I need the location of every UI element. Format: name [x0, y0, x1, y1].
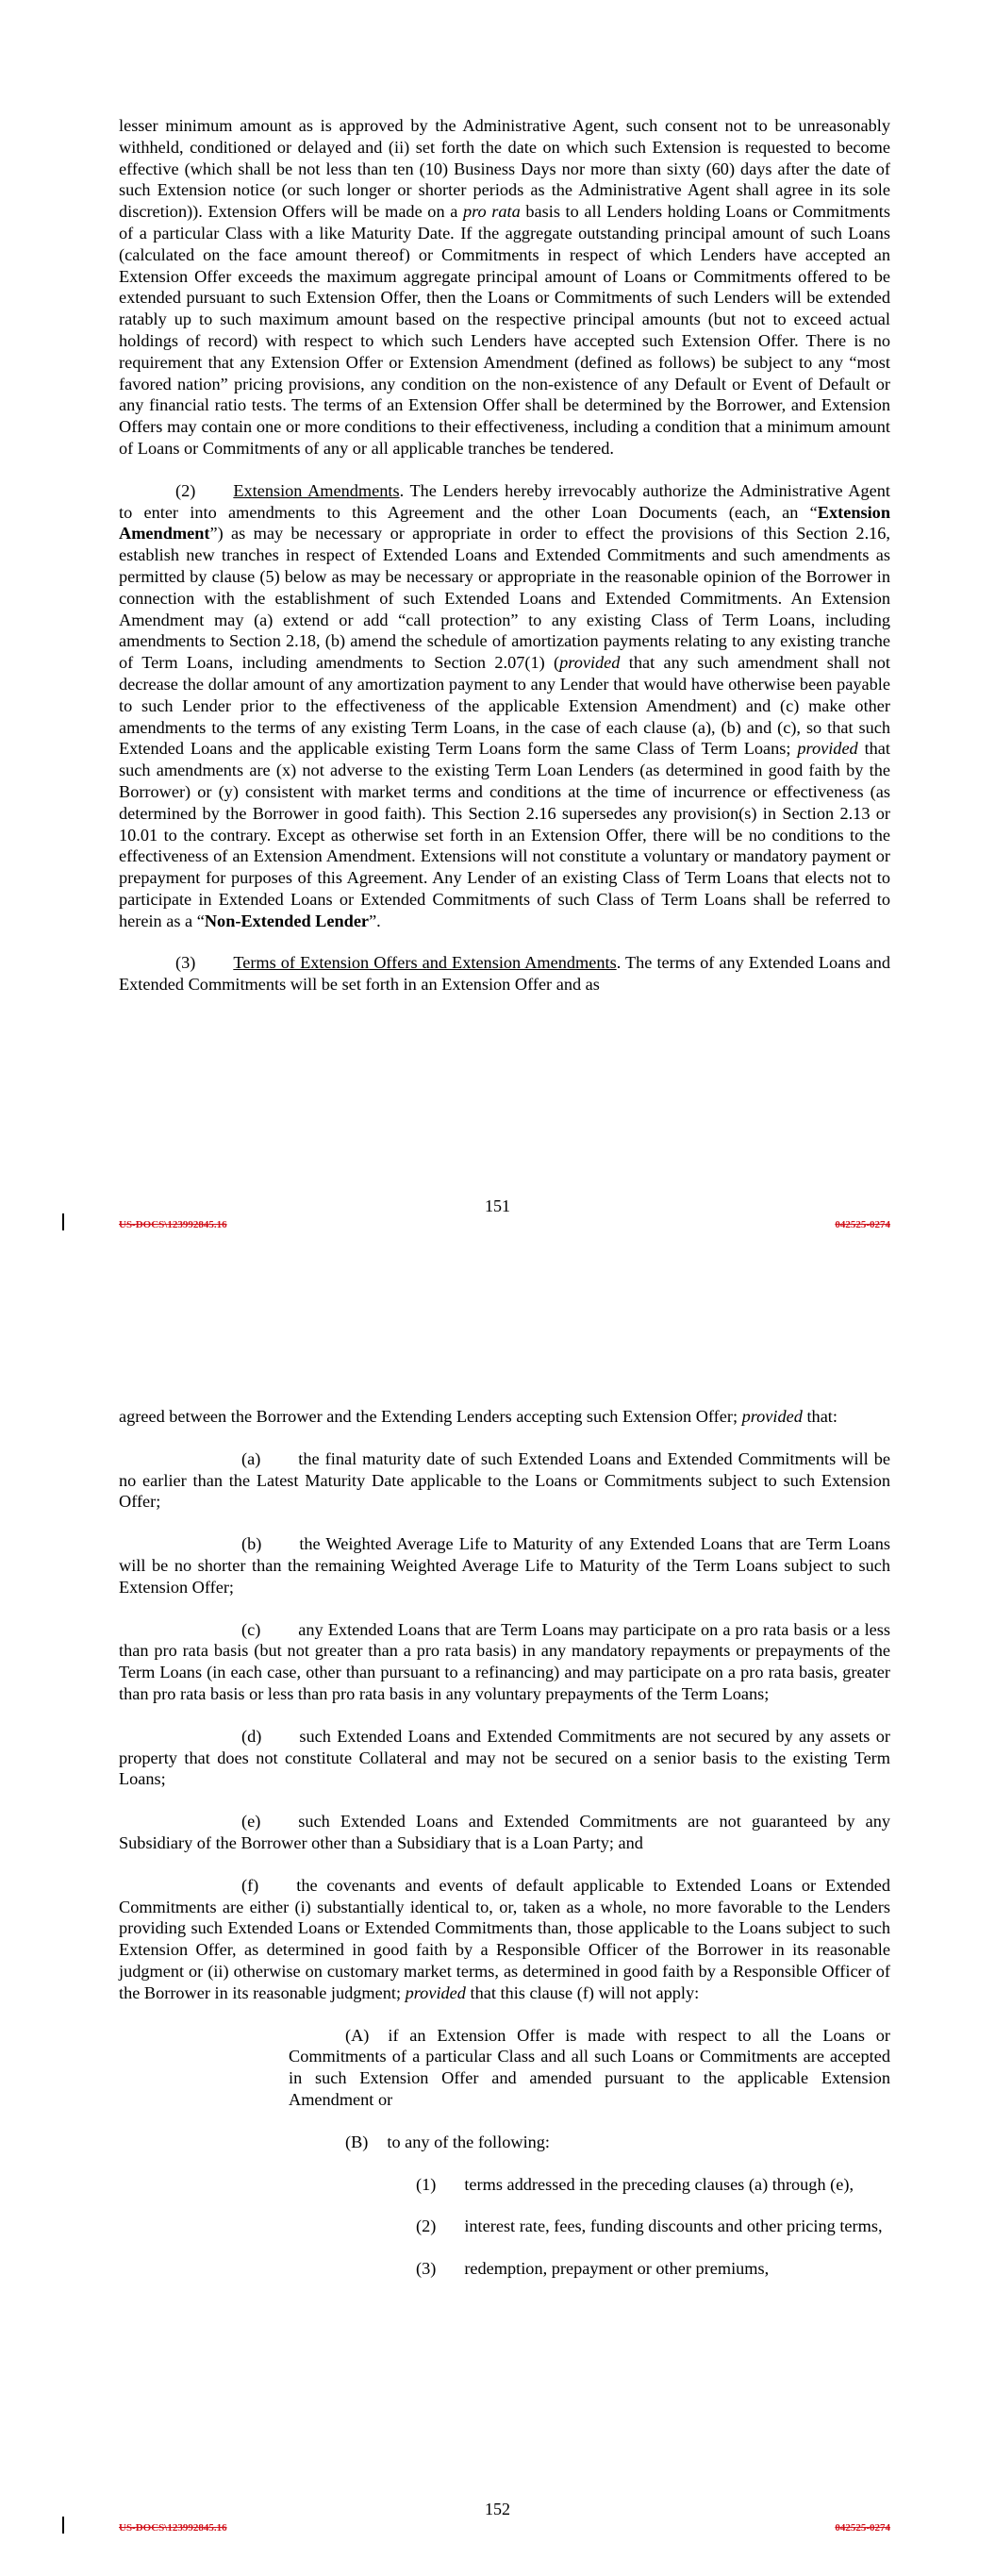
page-152-body [119, 1406, 890, 2300]
page-number: 151 [485, 1196, 510, 1215]
subitem-1: (1) terms addressed in the preceding clauses (a) through (e), [416, 2174, 854, 2194]
footer-doc-id: US-DOCS\123992845.16 [119, 2522, 227, 2534]
footer-matter-number: 042525-0274 [835, 1219, 890, 1230]
subclause-A: (A) if an Extension Offer is made with respect to all the Loans or Commitments of a particular Class and all such Loans or Commitments are accepted in such Extension Offer and amended pursuant to the applicable Extension Amendment or [289, 2025, 890, 2109]
change-bar [62, 2517, 64, 2534]
subitem-2: (2) interest rate, fees, funding discounts and other pricing terms, [416, 2216, 883, 2236]
footer-matter-number: 042525-0274 [835, 2522, 890, 2534]
intro-paragraph: agreed between the Borrower and the Extending Lenders accepting such Extension Offer; provided that: [119, 1407, 837, 1426]
page-151 [0, 0, 995, 1276]
footer-doc-id: US-DOCS\123992845.16 [119, 1219, 227, 1230]
change-bar [62, 1213, 64, 1230]
clause-e: (e) such Extended Loans and Extended Commitments are not guaranteed by any Subsidiary of the Borrower other than a Subsidiary that is a Loan Party; and [119, 1812, 890, 1852]
page-151-body [119, 115, 890, 1016]
clause-c: (c) any Extended Loans that are Term Loans may participate on a pro rata basis or a less than pro rata basis (but not greater than a pro rata basis) in any mandatory repayments or prepayments of the Term Loans (in each case, other than pursuant to a refinancing) and may participate on a pro rata basis, greater than pro rata basis or less than pro rata basis in any voluntary prepayments of the Term Loans; [119, 1619, 890, 1703]
clause-a: (a) the final maturity date of such Extended Loans and Extended Commitments will be no earlier than the Latest Maturity Date applicable to the Loans or Commitments subject to such Extension Offer; [119, 1448, 890, 1512]
clause-d: (d) such Extended Loans and Extended Commitments are not secured by any assets or property that does not constitute Collateral and may not be secured on a senior basis to the existing Term Loans; [119, 1726, 890, 1789]
section-terms-of-extension: (3) Terms of Extension Offers and Extension Amendments. The terms of any Extended Loans and Extended Commitments will be set forth in an Extension Offer and as [119, 953, 890, 995]
clause-f: (f) the covenants and events of default applicable to Extended Loans or Extended Commitments are either (i) substantially identical to, or, taken as a whole, no more favorable to the Lenders providing such Extended Loans or Extended Commitments than, those applicable to the Loans subject to such Extension Offer, as determined in good faith by a Responsible Officer of the Borrower in its reasonable judgment or (ii) otherwise on customary market terms, as determined in good faith by a Responsible Officer of the Borrower in its reasonable judgment; provided that this clause (f) will not apply: [119, 1875, 890, 2002]
extension-amendments-heading: Extension Amendments [233, 480, 400, 500]
subitem-3: (3) redemption, prepayment or other premiums, [416, 2259, 770, 2279]
continued-paragraph: lesser minimum amount as is approved by the Administrative Agent, such consent not to be unreasonably withheld, conditioned or delayed and (ii) set forth the date on which such Extension is requested to become effective (which shall be not less than ten (10) Business Days nor more than sixty (60) days after the date of such Extension notice (or such longer or shorter periods as the Administrative Agent shall agree in its sole discretion)). Extension Offers will be made on a pro rata basis to all Lenders holding Loans or Commitments of a particular Class with a like Maturity Date. If the aggregate outstanding principal amount of such Loans (calculated on the face amount thereof) or Commitments in respect of which Lenders have accepted an Extension Offer exceeds the maximum aggregate principal amount of Loans or Commitments offered to be extended pursuant to such Extension Offer, then the Loans or Commitments of such Lenders will be extended ratably up to such maximum amount based on the respective principal amounts (but not to exceed actual holdings of record) with respect to which such Lenders have accepted such Extension Offer. There is no requirement that any Extension Offer or Extension Amendment (defined as follows) be subject to any “most favored nation” pricing provisions, any condition on the non-existence of any Default or Event of Default or any financial ratio tests. The terms of an Extension Offer shall be determined by the Borrower, and Extension Offers may contain one or more conditions to their effectiveness, including a condition that a minimum amount of Loans or Commitments of any or all applicable tranches be tendered. [119, 116, 890, 458]
page-152 [0, 1276, 995, 2576]
subclause-B: (B) to any of the following: [345, 2132, 551, 2151]
section-extension-amendments: (2) Extension Amendments. The Lenders hereby irrevocably authorize the Administrative Agent to enter into amendments to this Agreement and the other Loan Documents (each, an “Extension Amendment”) as may be necessary or appropriate in order to effect the provisions of this Section 2.16, establish new tranches in respect of Extended Loans and Extended Commitments and such amendments as permitted by clause (5) below as may be necessary or appropriate in the reasonable opinion of the Borrower in connection with the establishment of such Extended Loans and Extended Commitments. An Extension Amendment may (a) extend or add “call protection” to any existing Class of Term Loans, including amendments to Section 2.18, (b) amend the schedule of amortization payments relating to any existing tranche of Term Loans, including amendments to Section 2.07(1) (provided that any such amendment shall not decrease the dollar amount of any amortization payment to any Lender that would have otherwise been payable to such Lender prior to the effectiveness of the applicable Extension Amendment) and (c) make other amendments to the terms of any existing Term Loans, in the case of each clause (a), (b) and (c), so that such Extended Loans and the applicable existing Term Loans form the same Class of Term Loans; provided that such amendments are (x) not adverse to the existing Term Loan Lenders (as determined in good faith by the Borrower) or (y) consistent with market terms and conditions at the time of incurrence or effectiveness (as determined by the Borrower in good faith). This Section 2.16 supersedes any provision(s) in Section 2.13 or 10.01 to the contrary. Except as otherwise set forth in an Extension Offer, there will be no conditions to the effectiveness of an Extension Amendment. Extensions will not constitute a voluntary or mandatory payment or prepayment for purposes of this Agreement. Any Lender of an existing Class of Term Loans that elects not to participate in Extended Loans or Extended Commitments of such Class of Term Loans shall be referred to herein as a “Non-Extended Lender”. [119, 480, 891, 930]
clause-b: (b) the Weighted Average Life to Maturity of any Extended Loans that are Term Loans will be no shorter than the remaining Weighted Average Life to Maturity of the Term Loans subject to such Extension Offer; [119, 1534, 890, 1597]
terms-heading: Terms of Extension Offers and Extension Amendments [233, 953, 617, 973]
page-number: 152 [485, 2500, 510, 2518]
